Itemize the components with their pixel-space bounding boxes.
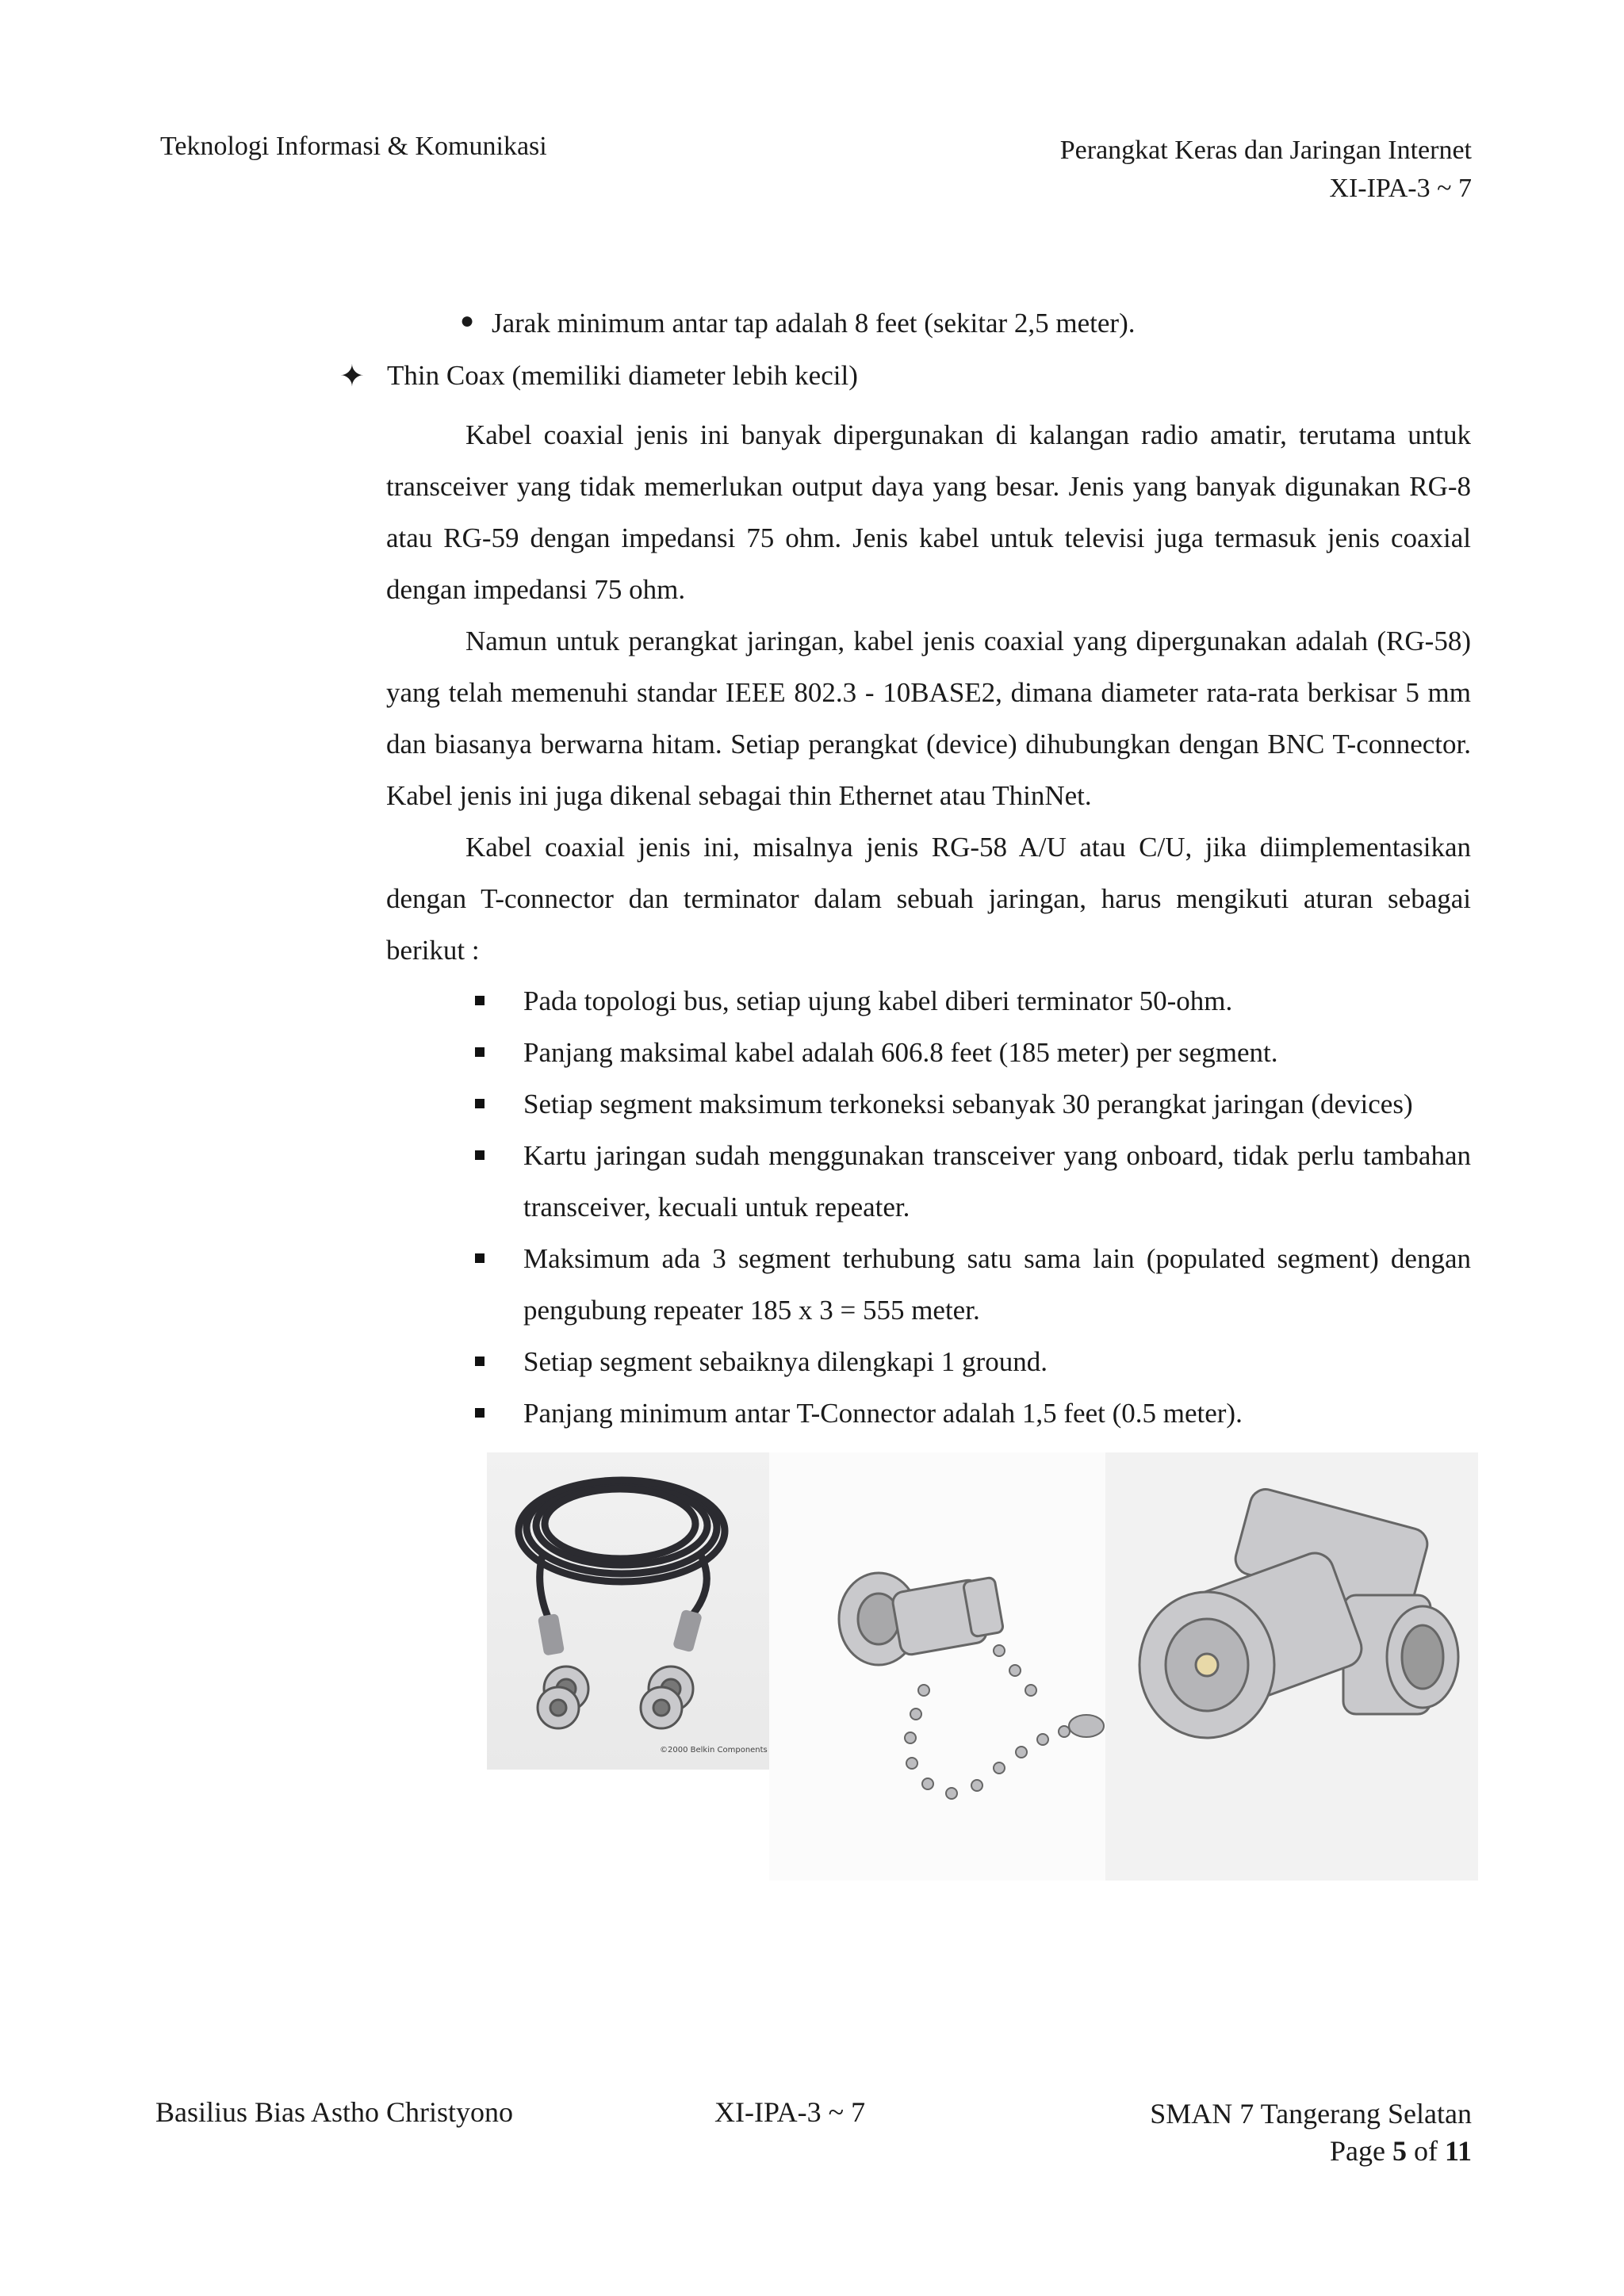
footer-class: XI-IPA-3 ~ 7 [714,2096,866,2128]
list-item-text: Setiap segment sebaiknya dilengkapi 1 ground. [523,1346,1048,1377]
list-item [523,1078,1471,1130]
coax-cable-illustration [487,1452,772,1770]
bnc-terminator-image [769,1452,1118,1881]
page-of: of [1413,2135,1438,2167]
square-bullet-icon [475,1099,485,1108]
list-item [523,1336,1471,1387]
list-item-text: Setiap segment maksimum terkoneksi sebanyak 30 perangkat jaringan (devices) [523,1089,1413,1119]
paragraph: Kabel coaxial jenis ini, misalnya jenis RG-58 A/U atau C/U, jika diimplementasikan dengan T-connector dan terminator dalam sebuah jaringan, harus mengikuti aturan sebagai berikut : [386,832,1471,966]
bullet-text: Jarak minimum antar tap adalah 8 feet (sekitar 2,5 meter). [492,308,1136,339]
four-point-star-icon: ✦ [339,360,365,393]
list-item-text: Panjang maksimal kabel adalah 606.8 feet (185 meter) per segment. [523,1037,1278,1068]
header-class: XI-IPA-3 ~ 7 [1329,174,1472,203]
bnc-t-connector-illustration [1105,1452,1478,1881]
square-bullet-icon [475,1047,485,1057]
bullet-item [460,308,1136,339]
paragraph: Namun untuk perangkat jaringan, kabel jenis coaxial yang dipergunakan adalah (RG-58) yang telah memenuhi standar IEEE 802.3 - 10BASE2, dimana diameter rata-rata berkisar 5 mm dan biasanya berwarna hitam. Setiap perangkat (device) dihubungkan dengan BNC T-connector. Kabel jenis ini juga dikenal sebagai thin Ethernet atau ThinNet. [386,626,1471,811]
square-bullet-icon [475,1150,485,1160]
list-item-text: Pada topologi bus, setiap ujung kabel diberi terminator 50-ohm. [523,985,1233,1016]
square-bullet-icon [475,1408,485,1418]
page-total: 11 [1444,2135,1472,2167]
list-item [523,1387,1471,1439]
list-item [523,1027,1471,1078]
list-item [523,1233,1471,1336]
footer-right [1150,2095,1472,2170]
square-bullet-icon [475,1253,485,1263]
paragraphs [386,409,1471,976]
bnc-t-connector-image [1105,1452,1478,1881]
header-right [1060,132,1472,208]
list-item-text: Panjang minimum antar T-Connector adalah 1,5 feet (0.5 meter). [523,1398,1243,1429]
list-item [523,975,1471,1027]
header-subject: Teknologi Informasi & Komunikasi [160,132,547,161]
bullet-dot-icon: ● [460,308,475,334]
bnc-terminator-illustration [769,1452,1118,1881]
coax-cable-image [487,1452,772,1770]
footer-author: Basilius Bias Astho Christyono [155,2096,514,2128]
page-number [1150,2133,1472,2170]
rules-list [523,975,1471,1439]
square-bullet-icon [475,1357,485,1366]
list-item [523,1130,1471,1233]
connector-images [487,1452,1470,1881]
header-topic: Perangkat Keras dan Jaringan Internet [1059,136,1472,165]
page-current: 5 [1392,2135,1407,2167]
list-item-text: Maksimum ada 3 segment terhubung satu sama lain (populated segment) dengan pengubung repeater 185 x 3 = 555 meter. [523,1243,1471,1326]
image-credit: ©2000 Belkin Components [660,1746,768,1755]
page-prefix: Page [1330,2135,1385,2167]
paragraph: Kabel coaxial jenis ini banyak dipergunakan di kalangan radio amatir, terutama untuk transceiver yang tidak memerlukan output daya yang besar. Jenis yang banyak digunakan RG-8 atau RG-59 dengan impedansi 75 ohm. Jenis kabel untuk televisi juga termasuk jenis coaxial dengan impedansi 75 ohm. [386,419,1471,605]
footer-school: SMAN 7 Tangerang Selatan [1150,2098,1472,2130]
section-heading-text: Thin Coax (memiliki diameter lebih kecil) [387,360,858,391]
list-item-text: Kartu jaringan sudah menggunakan transceiver yang onboard, tidak perlu tambahan transceiver, kecuali untuk repeater. [523,1140,1471,1223]
square-bullet-icon [475,996,485,1005]
